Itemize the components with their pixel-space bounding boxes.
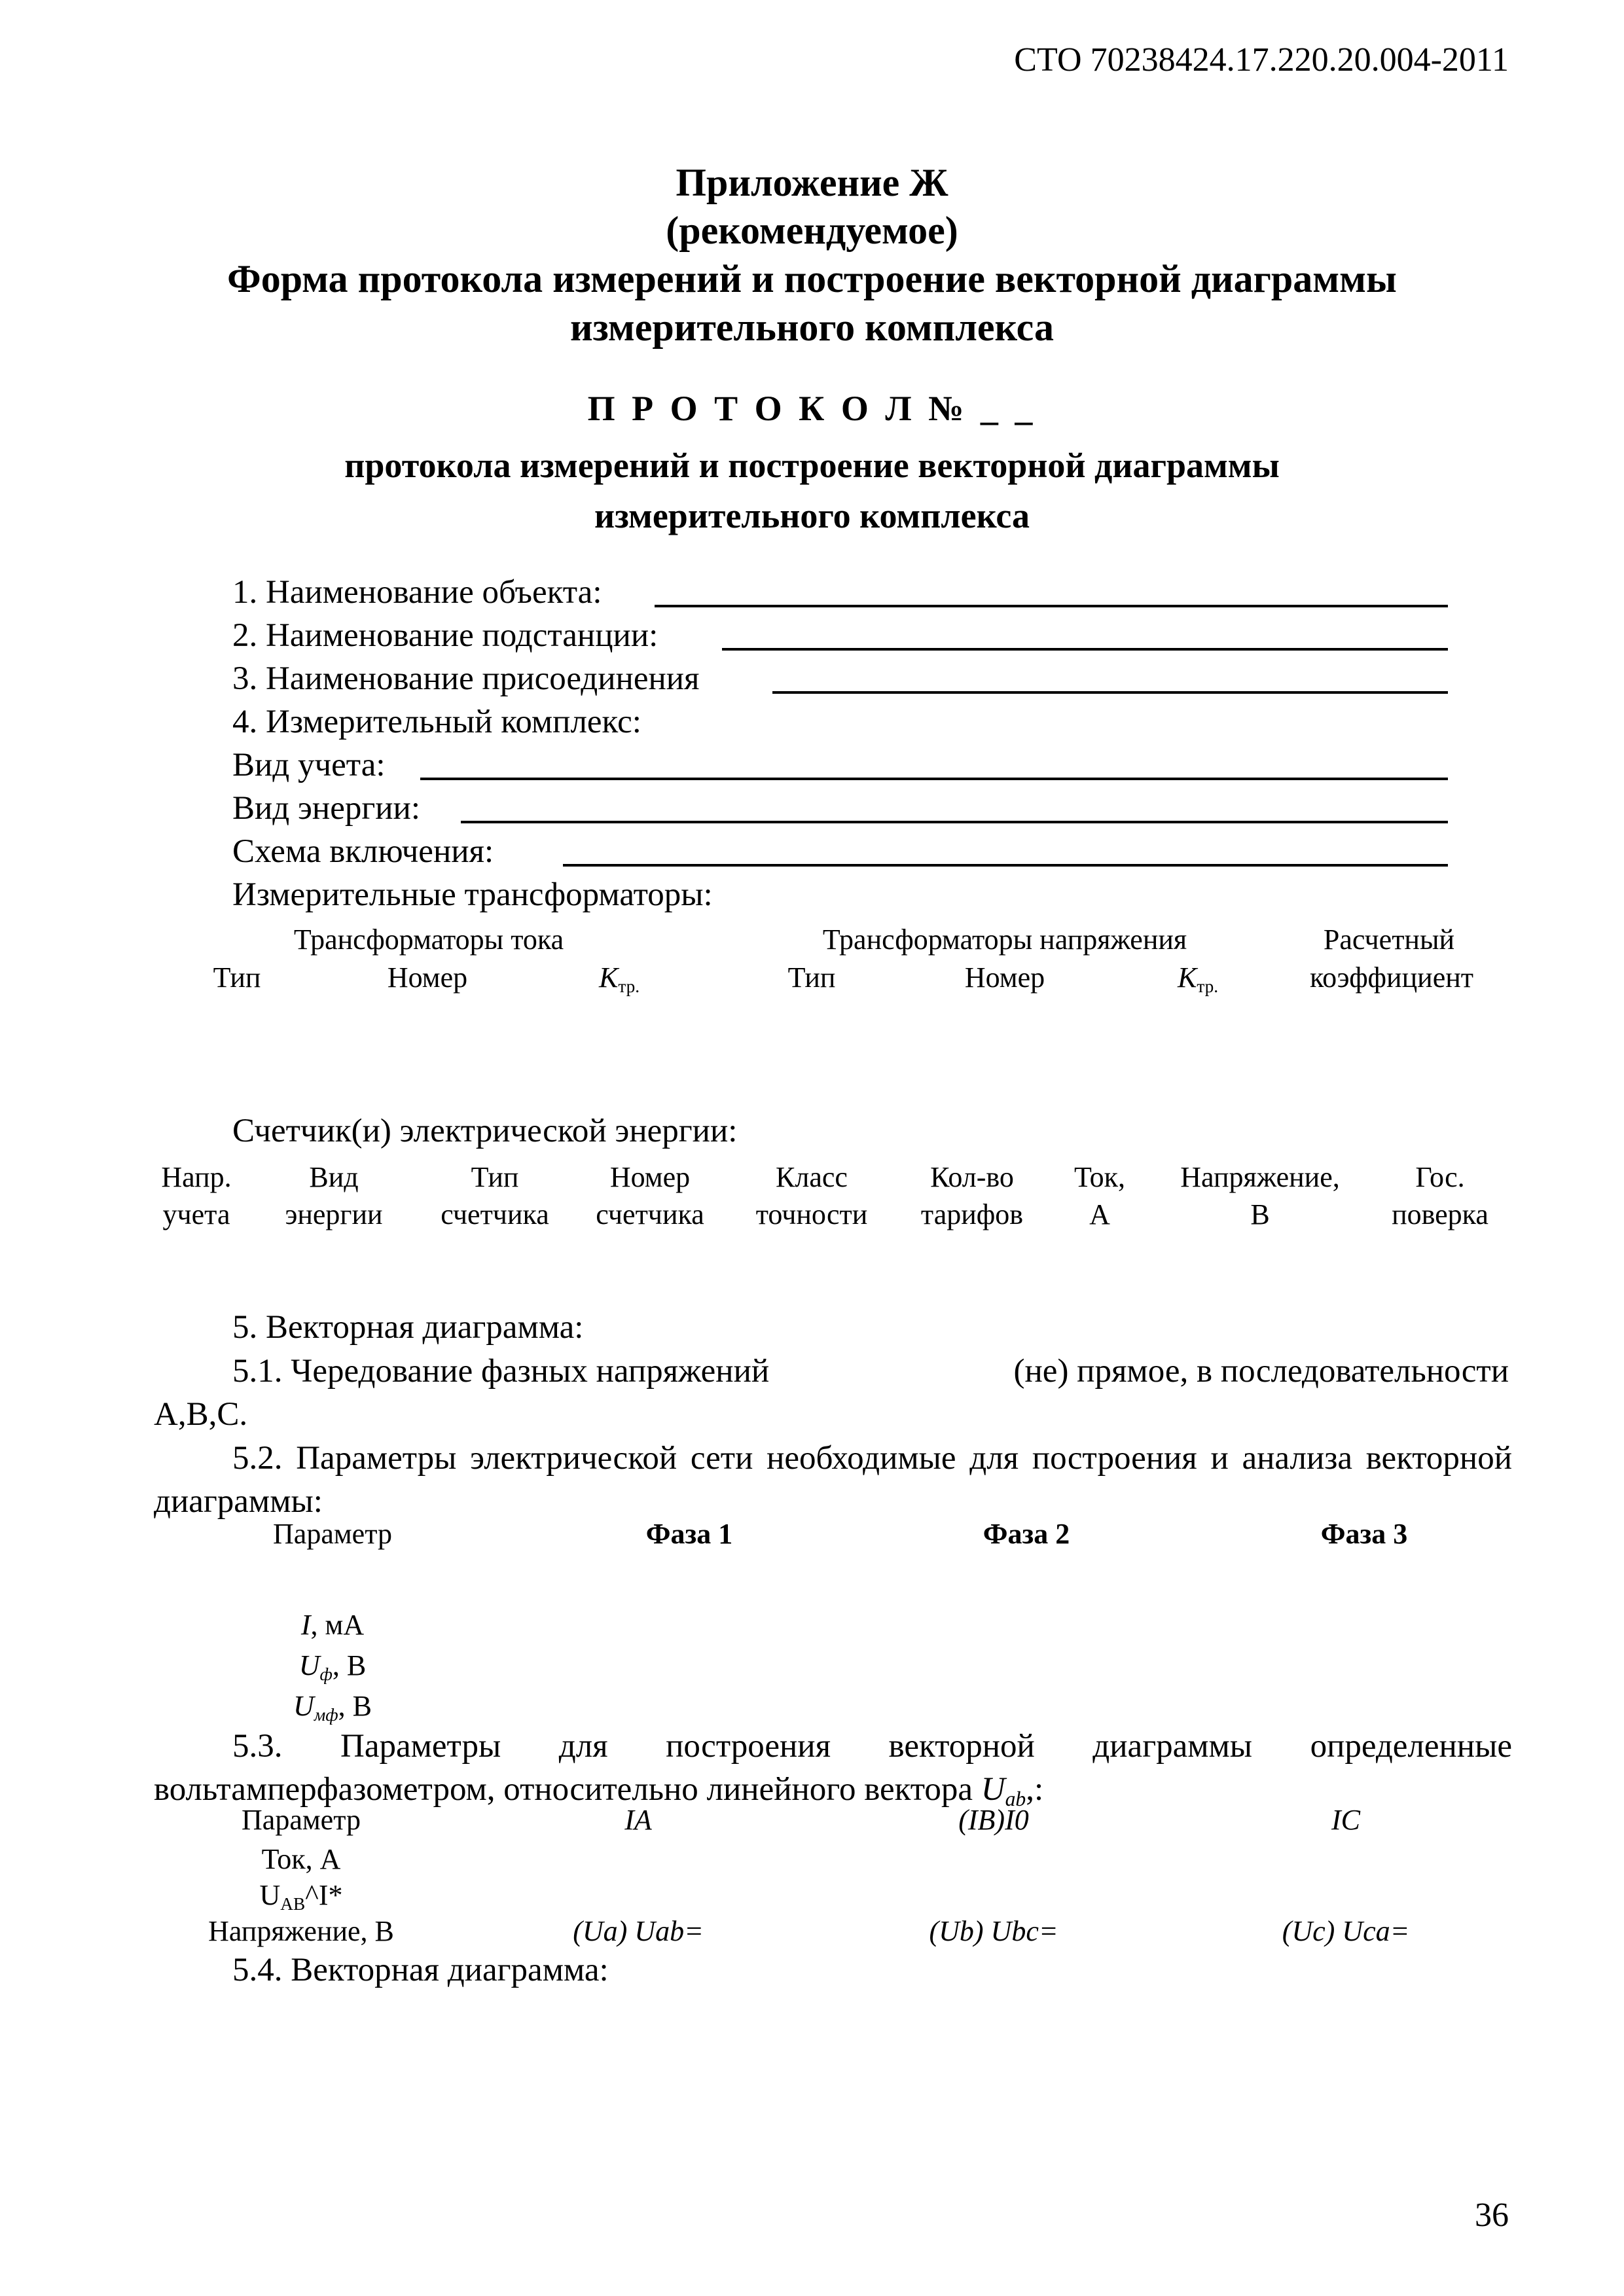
meter-col-number-l2: счетчика (596, 1198, 704, 1230)
meter-col-verification-l2: поверка (1392, 1198, 1489, 1230)
meter-col-energy-l2: энергии (285, 1198, 383, 1230)
p51-text-end: А,В,С. (154, 1396, 248, 1433)
object-name-field[interactable] (655, 605, 1448, 607)
energy-type-field[interactable] (461, 821, 1448, 823)
meter-col-direction: Напр. (161, 1161, 232, 1193)
document-code: СТО 70238424.17.220.20.004-2011 (1014, 41, 1509, 79)
vt-k-header: Kтр. (1177, 961, 1219, 997)
t2-param-header: Параметр (242, 1804, 361, 1836)
form-title-line2: измерительного комплекса (570, 306, 1054, 349)
t2-ia-header: IA (624, 1804, 652, 1836)
vector-title: 5. Векторная диаграмма: (232, 1309, 584, 1346)
meter-col-type-l2: счетчика (441, 1198, 549, 1230)
meter-col-class: Класс (776, 1161, 848, 1193)
t2-row-current: Ток, А (261, 1843, 341, 1875)
form-title: Форма протокола измерений и построение векторной диаграммы (227, 257, 1397, 300)
connection-label: 3. Наименование присоединения (232, 660, 700, 697)
t2-uc-value: (Uc) Uca= (1282, 1915, 1410, 1947)
meter-col-voltage: Напряжение, (1180, 1161, 1340, 1193)
meter-col-class-l2: точности (755, 1198, 868, 1230)
meter-col-current: Ток, (1074, 1161, 1125, 1193)
appendix-title: Приложение Ж (676, 161, 948, 204)
scheme-label: Схема включения: (232, 833, 494, 870)
substation-field[interactable] (722, 648, 1448, 651)
t1-phase1-header: Фаза 1 (645, 1518, 733, 1550)
p52-text: 5.2. Параметры электрической сети необходимые для построения и анализа векторной диаграммы: (154, 1440, 1512, 1520)
p54-text: 5.4. Векторная диаграмма: (232, 1952, 609, 1988)
p51-text-right: (не) прямое, в последовательности (1013, 1353, 1509, 1390)
calc-coefficient-header-line2: коэффициент (1309, 961, 1474, 994)
calc-coefficient-header: Расчетный (1323, 924, 1455, 956)
complex-label: 4. Измерительный комплекс: (232, 704, 641, 740)
appendix-subtitle: (рекомендуемое) (666, 209, 958, 252)
t1-phase2-header: Фаза 2 (983, 1518, 1070, 1550)
protocol-subtitle-line2: измерительного комплекса (594, 496, 1030, 535)
account-type-field[interactable] (420, 778, 1448, 780)
voltage-transformers-header: Трансформаторы напряжения (822, 924, 1187, 956)
meter-col-type: Тип (471, 1161, 519, 1193)
t1-param-header: Параметр (273, 1518, 392, 1550)
vt-number-header: Номер (964, 961, 1045, 994)
t1-phase3-header: Фаза 3 (1320, 1518, 1408, 1550)
account-type-label: Вид учета: (232, 747, 386, 783)
vt-type-header: Тип (787, 961, 836, 994)
connection-field[interactable] (772, 691, 1448, 694)
t1-row-current: I, мА (300, 1609, 365, 1641)
ct-number-header: Номер (387, 961, 468, 994)
t1-row-line-voltage: Uмф, В (293, 1690, 372, 1725)
t1-row-phase-voltage: Uф, В (298, 1649, 367, 1685)
t2-ic-header: IC (1331, 1804, 1360, 1836)
t2-row-voltage: Напряжение, В (208, 1915, 394, 1947)
scheme-field[interactable] (563, 864, 1448, 867)
protocol-subtitle: протокола измерений и построение векторной диаграммы (344, 446, 1280, 485)
meter-col-tariffs-l2: тарифов (920, 1198, 1024, 1230)
t2-row-angle: UAB^I* (259, 1879, 343, 1914)
t2-ub-value: (Ub) Ubc= (929, 1915, 1058, 1947)
energy-type-label: Вид энергии: (232, 790, 420, 827)
meter-title: Счетчик(и) электрической энергии: (232, 1113, 738, 1149)
meter-col-number: Номер (609, 1161, 691, 1193)
current-transformers-header: Трансформаторы тока (293, 924, 564, 956)
ct-k-header: Kтр. (598, 961, 640, 997)
page-number: 36 (1475, 2197, 1509, 2234)
meter-col-current-l2: А (1089, 1198, 1110, 1230)
t2-ua-value: (Ua) Uab= (573, 1915, 704, 1947)
meter-col-tariffs: Кол-во (930, 1161, 1014, 1193)
ct-type-header: Тип (213, 961, 261, 994)
p51-text: 5.1. Чередование фазных напряжений (232, 1353, 770, 1390)
meter-col-voltage-l2: В (1250, 1198, 1270, 1230)
meter-col-verification: Гос. (1415, 1161, 1465, 1193)
meter-col-energy: Вид (309, 1161, 359, 1193)
protocol-heading: П Р О Т О К О Л № _ _ (587, 389, 1037, 428)
object-name-label: 1. Наименование объекта: (232, 574, 602, 611)
p53-text: 5.3. Параметры для построения векторной диаграммы определенные вольтамперфазометром, относительно линейного вектора Uab,: (154, 1728, 1512, 1811)
transformers-label: Измерительные трансформаторы: (232, 876, 713, 913)
meter-col-direction-l2: учета (162, 1198, 230, 1230)
substation-label: 2. Наименование подстанции: (232, 617, 659, 654)
t2-ib-header: (IB)I0 (958, 1804, 1029, 1836)
